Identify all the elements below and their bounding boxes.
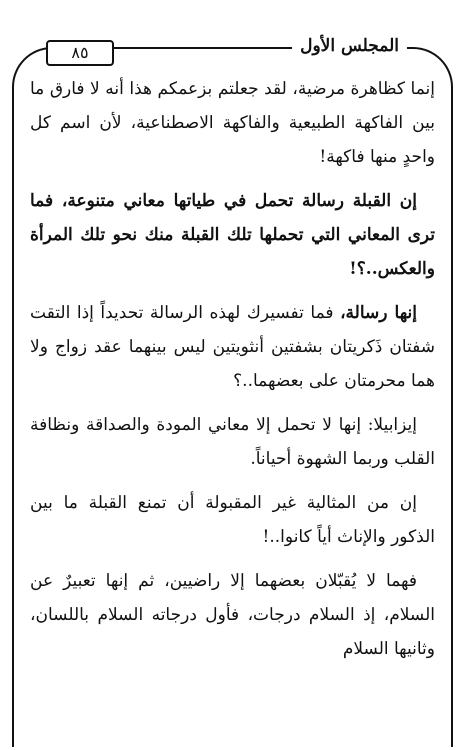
paragraph bbox=[30, 486, 435, 554]
paragraph bbox=[30, 408, 435, 476]
paragraph-lead: إنها رسالة، bbox=[340, 303, 417, 323]
page-number: ٨٥ bbox=[46, 40, 114, 66]
page-body bbox=[30, 72, 435, 666]
paragraph-text: إن القبلة رسالة تحمل في طياتها معاني متنوعة، فما ترى المعاني التي تحملها تلك القبلة منك نحو تلك المرأة والعكس..؟! bbox=[30, 191, 435, 279]
paragraph-text: إنما كظاهرة مرضية، لقد جعلتم بزعمكم هذا أنه لا فارق ما بين الفاكهة الطبيعية والفاكهة الاصطناعية، لأن اسم كل واحدٍ منها فاكهة! bbox=[30, 79, 435, 167]
paragraph bbox=[30, 564, 435, 666]
paragraph bbox=[30, 72, 435, 174]
paragraph-text: فما تفسيرك لهذه الرسالة تحديداً إذا التقت شفتان ذَكريتان بشفتين أنثويتين ليس بينهما عقد زواج ولا هما محرمتان على بعضهما..؟ bbox=[30, 303, 435, 391]
chapter-title: المجلس الأول bbox=[292, 32, 407, 60]
paragraph-bold bbox=[30, 184, 435, 286]
paragraph-text: فهما لا يُقبّلان بعضهما إلا راضيين، ثم إنها تعبيرٌ عن السلام، إذ السلام درجات، فأول درجاته السلام باللسان، وثانيها السلام bbox=[30, 571, 435, 659]
paragraph-text: إن من المثالية غير المقبولة أن تمنع القبلة ما بين الذكور والإناث أياً كانوا..! bbox=[30, 493, 435, 547]
paragraph-text: إيزابيلا: إنها لا تحمل إلا معاني المودة والصداقة ونظافة القلب وربما الشهوة أحياناً. bbox=[30, 415, 435, 469]
paragraph bbox=[30, 296, 435, 398]
